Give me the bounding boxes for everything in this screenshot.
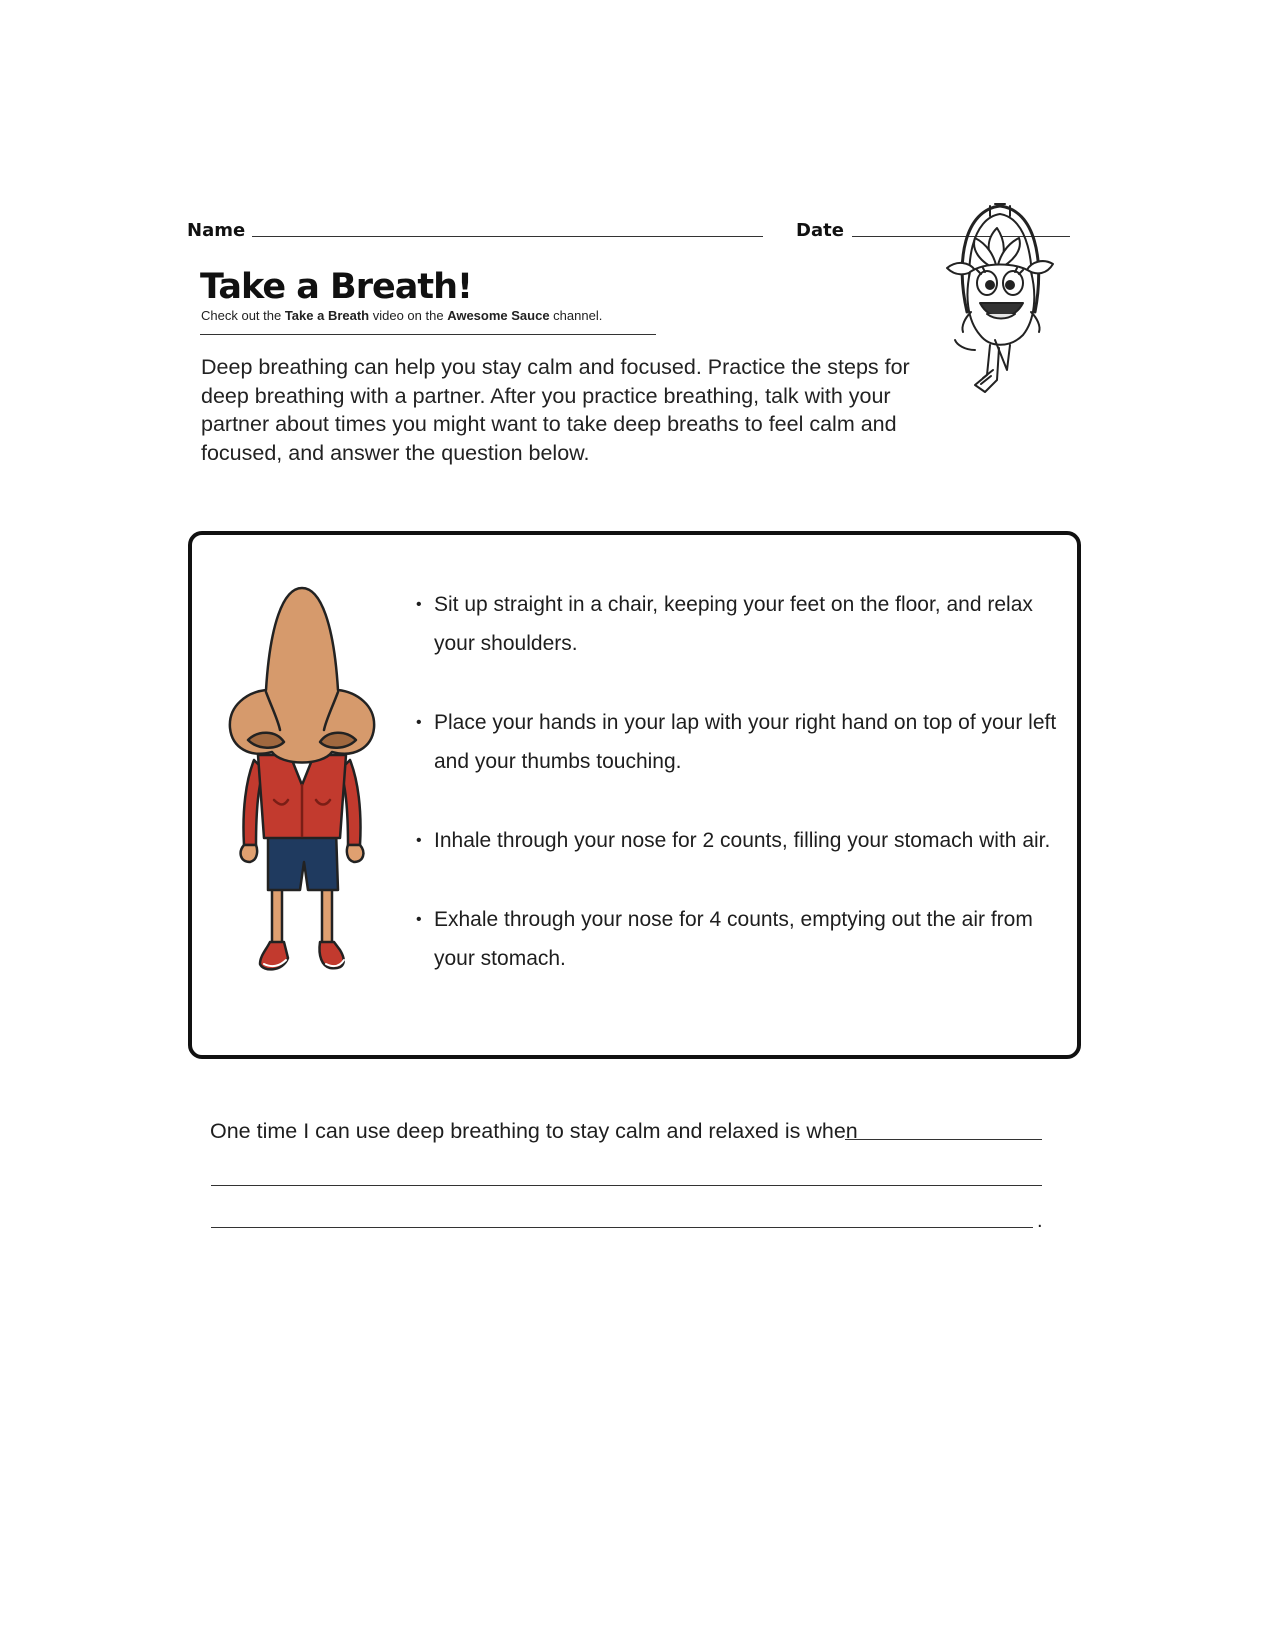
answer-line-2[interactable]	[211, 1185, 1042, 1186]
step-1	[408, 585, 1068, 663]
nose-character-icon	[228, 580, 378, 975]
answer-line-1[interactable]	[845, 1139, 1042, 1140]
subtitle-video: Take a Breath	[284, 308, 370, 323]
bullet-3: •	[416, 832, 422, 849]
steps-list	[408, 585, 1068, 1018]
bullet-2: •	[416, 714, 422, 731]
step-4-text: Exhale through your nose for 4 counts, emptying out the air from your stomach.	[434, 908, 1033, 970]
subtitle-middle: video on the	[369, 308, 448, 323]
mascot-character-icon	[935, 200, 1070, 415]
name-label: Name	[187, 220, 246, 241]
date-label: Date	[796, 220, 844, 241]
page-title: Take a Breath!	[200, 267, 472, 307]
subtitle-suffix: channel.	[549, 308, 603, 323]
bullet-1: •	[416, 596, 422, 613]
step-3	[408, 821, 1068, 860]
step-4	[408, 900, 1068, 978]
step-1-text: Sit up straight in a chair, keeping your feet on the floor, and relax your shoulders.	[434, 593, 1033, 655]
step-2	[408, 703, 1068, 781]
subtitle	[201, 308, 602, 323]
name-line[interactable]	[252, 236, 763, 237]
answer-period: .	[1037, 1210, 1043, 1232]
title-divider	[200, 334, 656, 335]
step-2-text: Place your hands in your lap with your right hand on top of your left and your thumbs touching.	[434, 711, 1057, 773]
subtitle-prefix: Check out the	[201, 308, 285, 323]
response-prompt: One time I can use deep breathing to stay calm and relaxed is when	[210, 1119, 858, 1143]
step-3-text: Inhale through your nose for 2 counts, filling your stomach with air.	[434, 829, 1051, 852]
intro-paragraph: Deep breathing can help you stay calm and focused. Practice the steps for deep breathing with a partner. After you practice breathing, talk with your partner about times you might want to take deep breaths to feel calm and focused, and answer the question below.	[201, 355, 910, 465]
bullet-4: •	[416, 911, 422, 928]
subtitle-channel: Awesome Sauce	[447, 308, 550, 323]
answer-line-3[interactable]	[211, 1227, 1033, 1228]
